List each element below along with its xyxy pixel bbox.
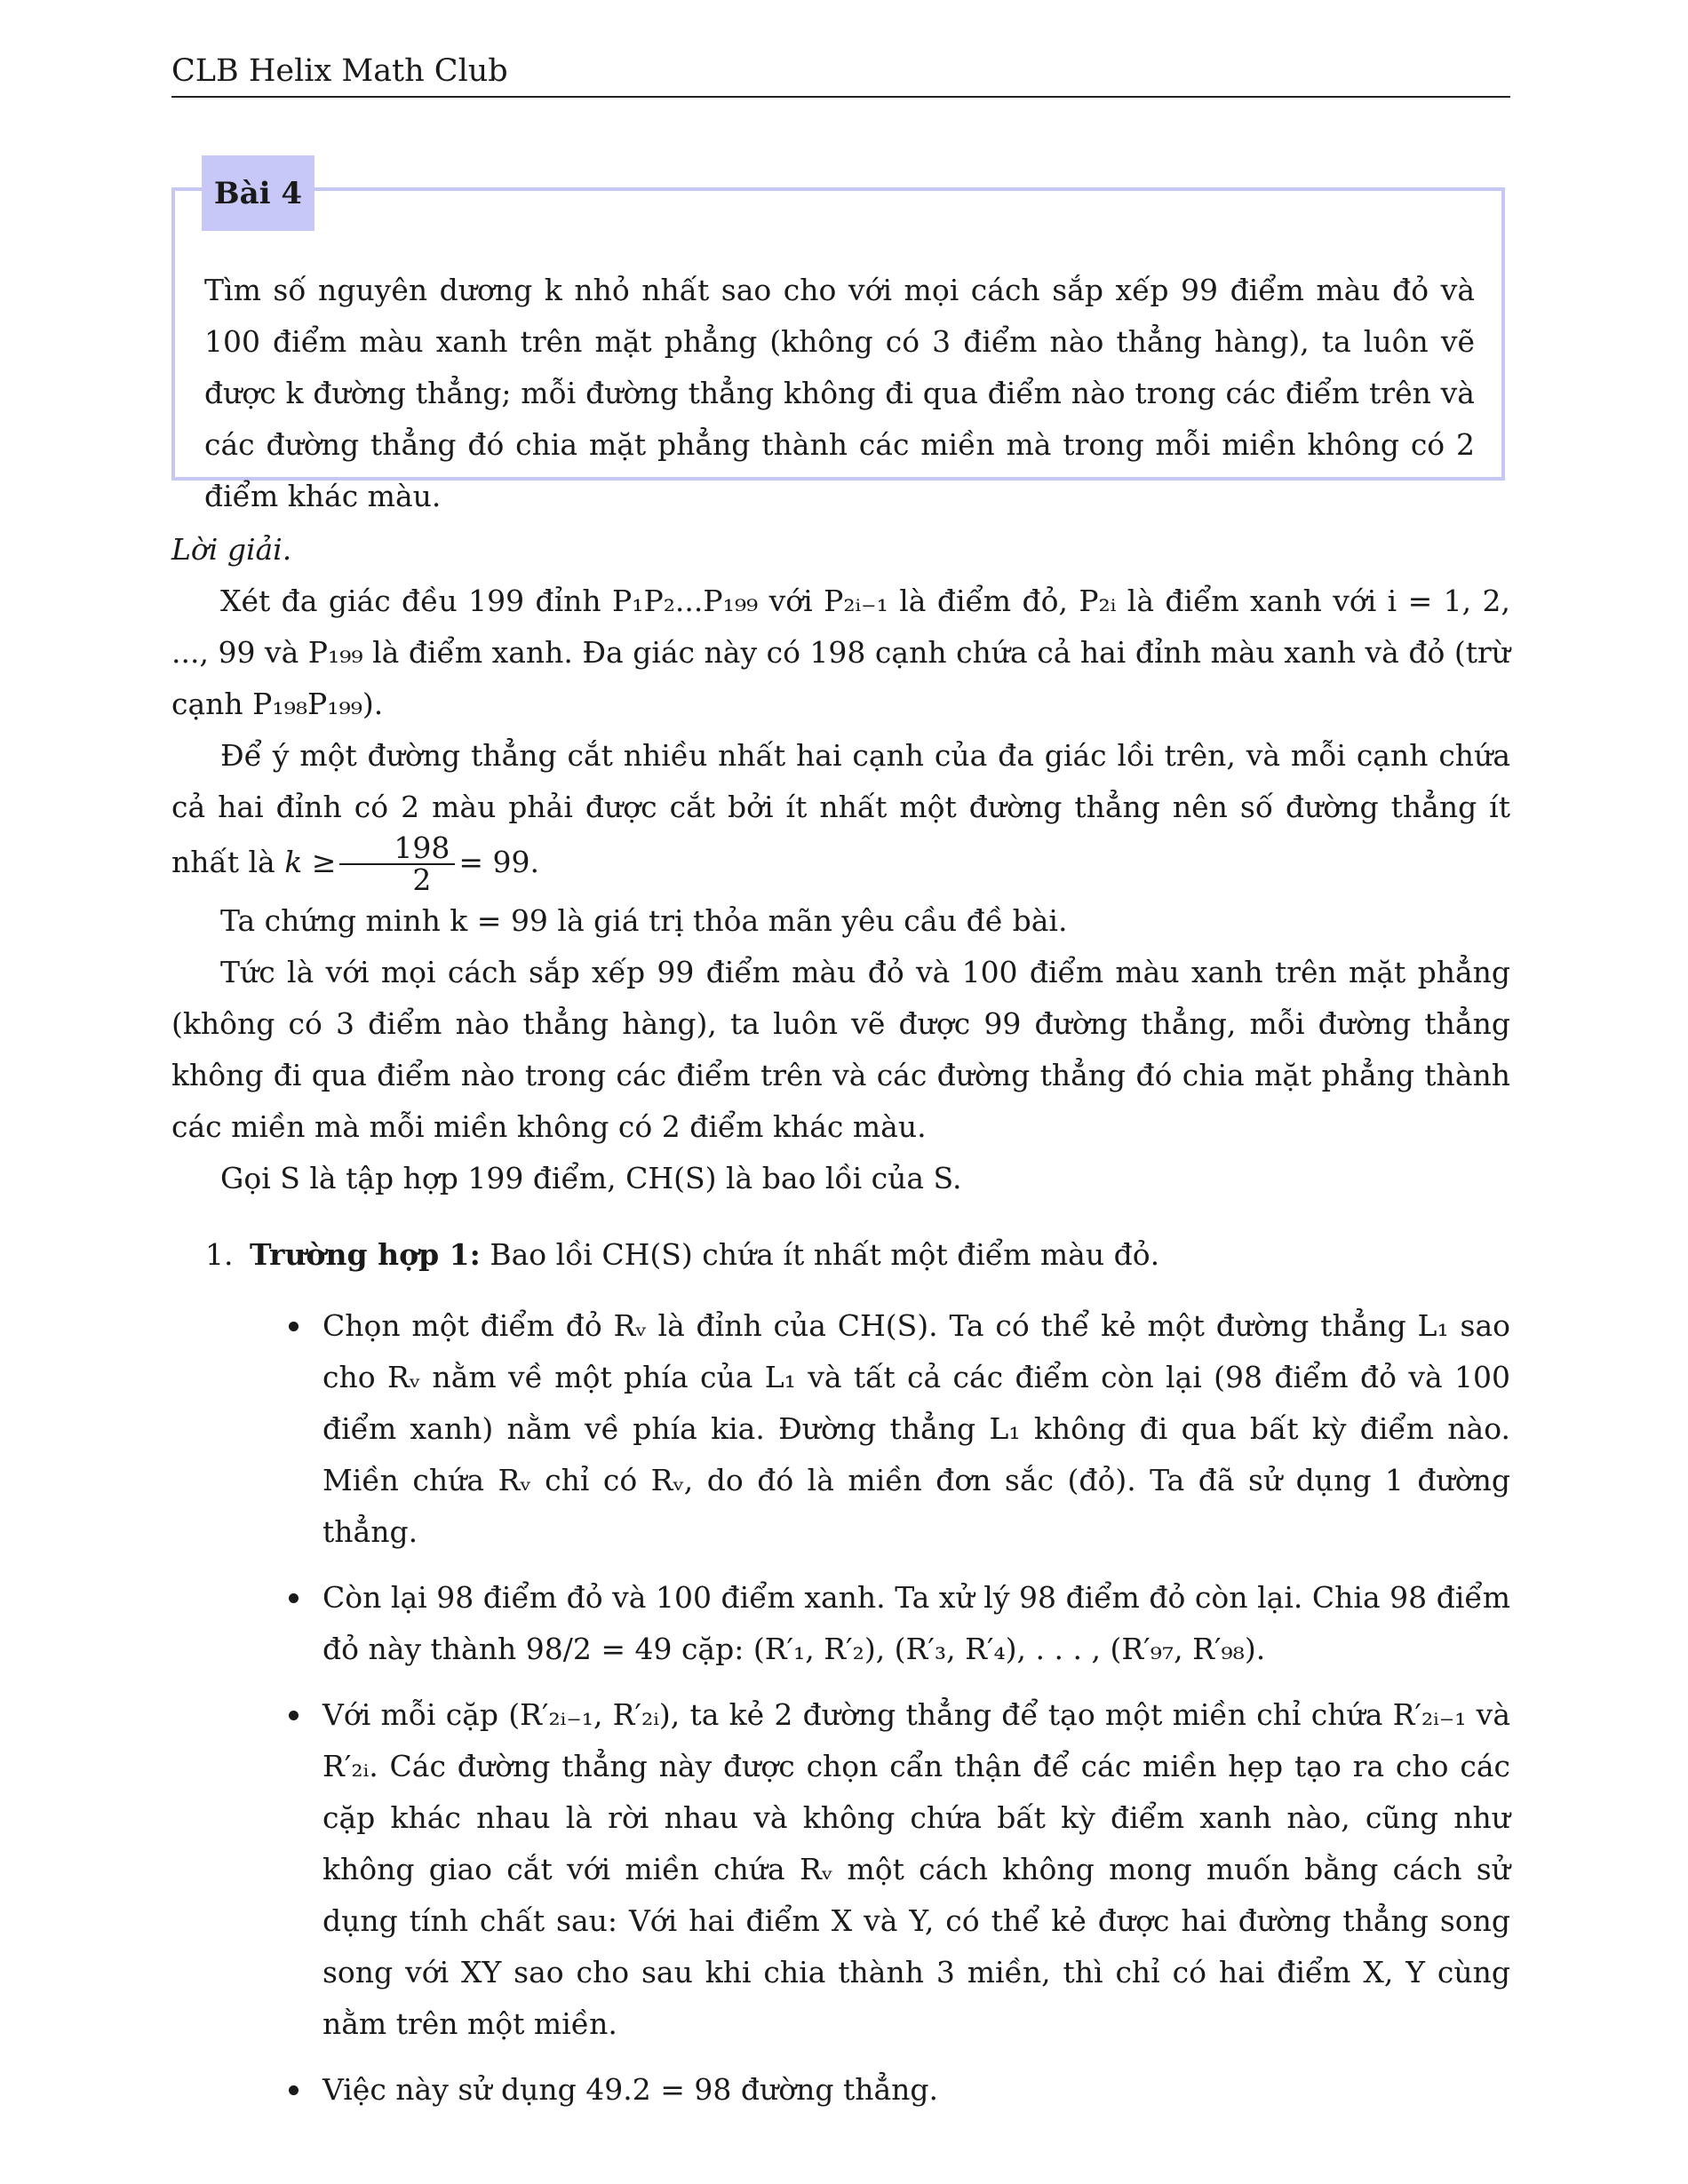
problem-statement: Tìm số nguyên dương k nhỏ nhất sao cho với mọi cách sắp xếp 99 điểm màu đỏ và 100 điểm màu xanh trên mặt phẳng (không có 3 điểm nào thẳng hàng), ta luôn vẽ được k đường thẳng; mỗi đường thẳng không đi qua điểm nào trong các điểm trên và các đường thẳng đó chia mặt phẳng thành các miền mà trong mỗi miền không có 2 điểm khác màu. (204, 273, 1475, 513)
solution-heading: Lời giải. (171, 532, 292, 567)
header-title: CLB Helix Math Club (171, 53, 508, 89)
case-1-bullets (171, 1300, 1510, 2116)
solution-paragraph-5: Gọi S là tập hợp 199 điểm, CH(S) là bao lồi của S. (220, 1161, 962, 1195)
fraction (339, 830, 455, 897)
paragraph-2-text: Để ý một đường thẳng cắt nhiều nhất hai cạnh của đa giác lồi trên, và mỗi cạnh chứa cả hai đỉnh có 2 màu phải được cắt bởi ít nhất một đường thẳng nên số đường thẳng ít nhất là (171, 738, 1510, 879)
inequality-k: k ≥ (284, 845, 337, 879)
solution-paragraph-3: Ta chứng minh k = 99 là giá trị thỏa mãn yêu cầu đề bài. (220, 903, 1068, 938)
solution-paragraph-1: Xét đa giác đều 199 đỉnh P₁P₂...P₁₉₉ với P₂ᵢ₋₁ là điểm đỏ, P₂ᵢ là điểm xanh với i = 1, 2, ..., 99 và P₁₉₉ là điểm xanh. Đa giác này có 198 cạnh chứa cả hai đỉnh màu xanh và đỏ (trừ cạnh P₁₉₈P₁₉₉). (171, 584, 1510, 721)
list-item: Chọn một điểm đỏ Rᵥ là đỉnh của CH(S). Ta có thể kẻ một đường thẳng L₁ sao cho Rᵥ nằm về một phía của L₁ và tất cả các điểm còn lại (98 điểm đỏ và 100 điểm xanh) nằm về phía kia. Đường thẳng L₁ không đi qua bất kỳ điểm nào. Miền chứa Rᵥ chỉ có Rᵥ, do đó là miền đơn sắc (đỏ). Ta đã sử dụng 1 đường thẳng. (322, 1300, 1510, 1558)
solution-paragraph-2 (171, 730, 1510, 895)
problem-label: Bài 4 (202, 155, 315, 231)
bullet-icon (289, 1593, 299, 1603)
fraction-denominator: 2 (412, 862, 432, 897)
solution-paragraph-4: Tức là với mọi cách sắp xếp 99 điểm màu đỏ và 100 điểm màu xanh trên mặt phẳng (không có 3 điểm nào thẳng hàng), ta luôn vẽ được 99 đường thẳng, mỗi đường thẳng không đi qua điểm nào trong các điểm trên và các đường thẳng đó chia mặt phẳng thành các miền mà mỗi miền không có 2 điểm khác màu. (171, 955, 1510, 1144)
page-header (171, 52, 1510, 98)
solution (171, 524, 1510, 2130)
bullet-icon (289, 1711, 299, 1720)
list-item: Với mỗi cặp (R′₂ᵢ₋₁, R′₂ᵢ), ta kẻ 2 đường thẳng để tạo một miền chỉ chứa R′₂ᵢ₋₁ và R′₂ᵢ. Các đường thẳng này được chọn cẩn thận để các miền hẹp tạo ra cho các cặp khác nhau là rời nhau và không chứa bất kỳ điểm xanh nào, cũng như không giao cắt với miền chứa Rᵥ một cách không mong muốn bằng cách sử dụng tính chất sau: Với hai điểm X và Y, có thể kẻ được hai đường thẳng song song với XY sao cho sau khi chia thành 3 miền, thì chỉ có hai điểm X, Y cùng nằm trên một miền. (322, 1689, 1510, 2050)
list-item: Việc này sử dụng 49.2 = 98 đường thẳng. (322, 2064, 1510, 2116)
case-1 (205, 1229, 1510, 1281)
bullet-icon (289, 1322, 299, 1331)
case-title: Trường hợp 1: (250, 1237, 481, 1272)
inequality-result: = 99. (458, 845, 539, 879)
case-text: Bao lồi CH(S) chứa ít nhất một điểm màu đỏ. (490, 1237, 1160, 1272)
fraction-numerator: 198 (339, 833, 455, 865)
bullet-icon (289, 2085, 299, 2095)
case-number: 1. (205, 1237, 234, 1272)
list-item: Còn lại 98 điểm đỏ và 100 điểm xanh. Ta xử lý 98 điểm đỏ còn lại. Chia 98 điểm đỏ này thành 98/2 = 49 cặp: (R′₁, R′₂), (R′₃, R′₄), . . . , (R′₉₇, R′₉₈). (322, 1572, 1510, 1675)
